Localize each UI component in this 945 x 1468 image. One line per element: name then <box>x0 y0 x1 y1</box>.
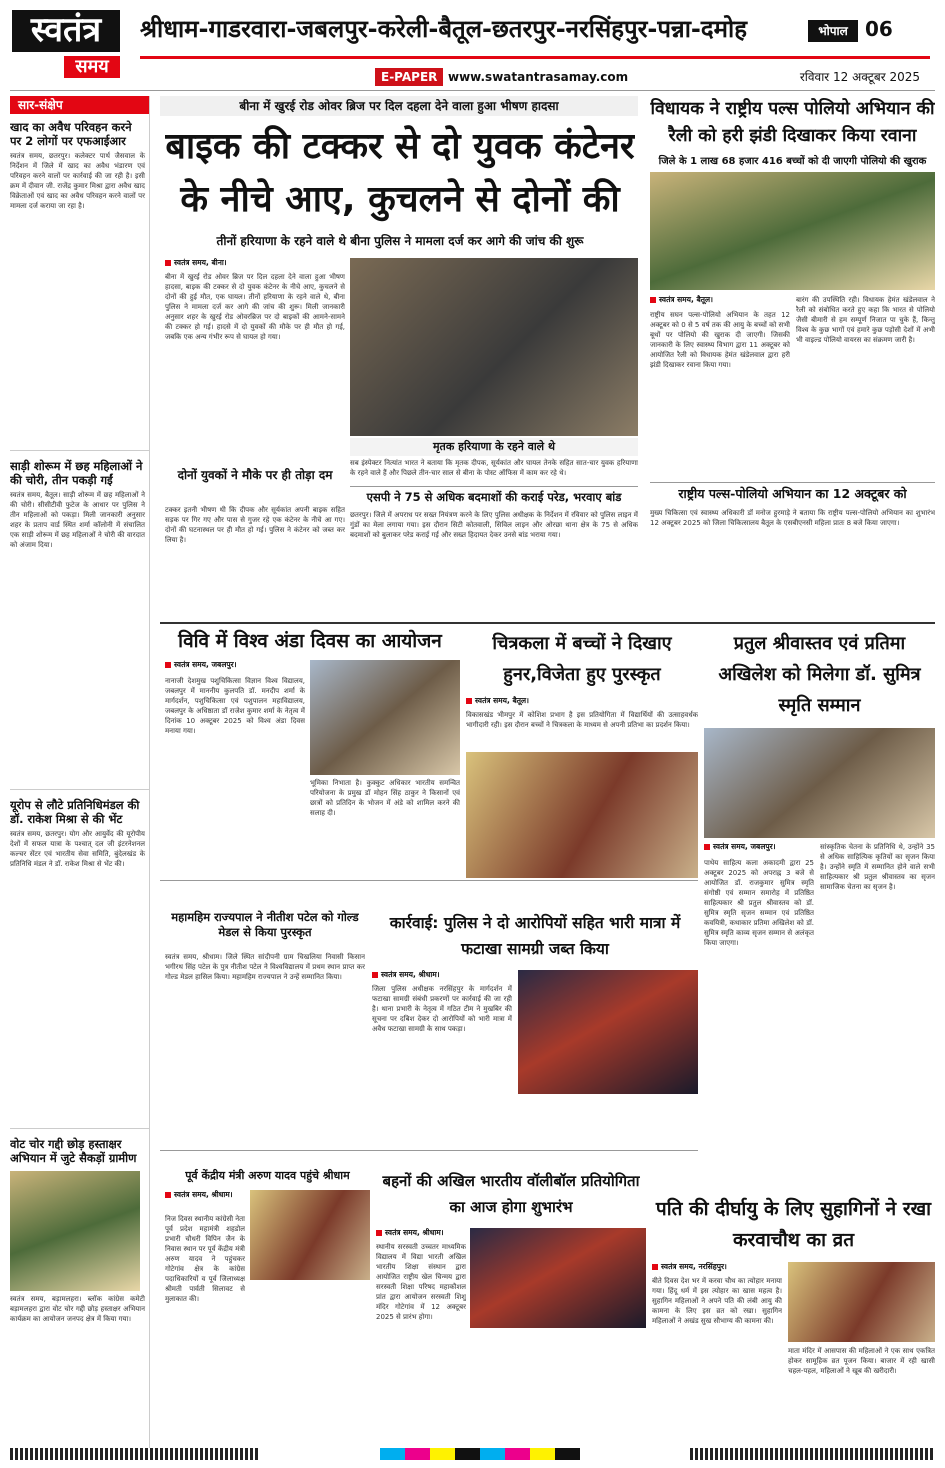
sidebar-photo <box>10 1171 140 1291</box>
sidebar-item-head: खाद का अवैध परिवहन करने पर 2 लोगों पर एफआईआर <box>10 120 132 148</box>
polio-byline-text: स्वतंत्र समय, बैतूल। <box>659 295 713 304</box>
sidebar-item-text: स्वतंत्र समय, छतरपुर। योग और आयुर्वेद की यूरोपीय देशों में सफल यात्रा के पश्चात् दल जी इंटरनेशनल कल्चर सेंटर एवं भारतीय सेवा समिति, बुंदेलखंड के प्रतिनिधि मंडल ने डॉ. राकेश मिश्रा से भेंट की। <box>10 830 145 868</box>
lead-text: बीना में खुरई रोड ओवर ब्रिज पर दिल दहला देने वाला हुआ भीषण हादसा, बाइक की टक्कर से दो युवक कंटेनर के नीचे आए, कुचलने से दोनों की हुई मौत, एक घायल। तीनों हरियाणा के रहने वाले थे, बीना पुलिस ने मामला दर्ज कर आगे की जांच की शुरू। मिली जानकारी अनुसार शहर के खुरई रोड ओवरब्रिज पर दो बाइकों की आमने-सामने की टक्कर हो गई। हादसे में दो युवकों की मौके पर ही मौत हो गई, जबकि एक अन्य गंभीर रूप से घायल हो गया। <box>165 273 345 341</box>
minister-text: निज दिवस स्थानीय कांग्रेसी नेता पूर्व प्रदेश महामंत्री शहडोल प्रभारी चौधरी विपिन जैन के निवास स्थान पर पूर्व केंद्रीय मंत्री अरुण यादव ने पहुंचकर गोटेगांव क्षेत्र के कांग्रेस पदाधिकारियों व पूर्व जिलाध्यक्ष श्रीमती पार्वती सिलावट से मुलाकात की। <box>165 1215 245 1303</box>
egg-day-headline: विवि में विश्व अंडा दिवस का आयोजन <box>178 630 442 652</box>
volleyball-photo <box>470 1228 646 1328</box>
award-text-right: सांस्कृतिक चेतना के प्रतिनिधि थे, उन्होंने 35 से अधिक साहित्यिक कृतियों का सृजन किया है। उन्होंने स्मृति में सम्मानित होने वाले सभी साहित्यकार श्री प्रतुल श्रीवास्तव का सृजन सामाजिक चेतना का सृजन है। <box>820 843 935 891</box>
karwachauth-photo <box>788 1262 935 1342</box>
egg-day-byline-text: स्वतंत्र समय, जबलपुर। <box>174 660 237 669</box>
governor-headline: महामहिम राज्यपाल ने नीतीश पटेल को गोल्ड मेडल से किया पुरस्कृत <box>171 910 359 939</box>
egg-day-text-right: भूमिका निभाता है। कुक्कुट अधिकार भारतीय समन्वित परियोजना के प्रमुख डॉ मोहन सिंह ठाकुर ने किसानों एवं छात्रों को प्रतिदिन के भोजन में अंडे को शामिल करने की सलाह दी। <box>310 779 460 817</box>
egg-day-byline <box>165 660 315 672</box>
sidebar-item-head: वोट चोर गद्दी छोड़ हस्ताक्षर अभियान में जुटे सैकड़ों ग्रामीण <box>10 1137 137 1165</box>
lead-byline-text: स्वतंत्र समय, बीना। <box>174 258 227 267</box>
masthead-rule <box>140 56 930 59</box>
byline-icon <box>466 698 472 704</box>
polio-text-right: बारंग की उपस्थिति रही। विधायक हेमंत खंडेलवाल ने रैली को संबोधित करते हुए कहा कि भारत से पोलियो जैसी बीमारी से हम सम्पूर्ण निजात पा चुके हैं, किन्तु विश्व के कुछ भागों एवं हमारे कुछ पड़ोसी देशों में अभी भी वाइल्ड पोलियो वायरस का संक्रमण जारी है। <box>796 296 935 344</box>
logo <box>12 10 120 88</box>
drawing-photo <box>466 752 698 878</box>
page-number: 06 <box>865 17 893 41</box>
drawing-text: विकासखंड भीमपुर में कोशिश प्रभाग है इस प्रतियोगिता में विद्यार्थियों की उत्साहवर्धक भागीदारी रही। इस दौरान बच्चों ने चित्रकला के माध्यम से अपनी प्रतिभा का प्रदर्शन किया। <box>466 711 698 729</box>
date-label: रविवार 12 अक्टूबर 2025 <box>799 70 920 84</box>
registration-bars-left <box>10 1448 260 1460</box>
lead-byline <box>165 258 345 270</box>
section-rule-1 <box>160 622 935 624</box>
cities-banner: श्रीधाम-गाडरवारा-जबलपुर-करेली-बैतूल-छतरपुर-नरसिंहपुर-पन्ना-दमोह <box>140 15 747 43</box>
volleyball-text: स्थानीय सरस्वती उच्चतर माध्यमिक विद्यालय में विद्या भारती अखिल भारतीय शिक्षा संस्थान द्वारा आयोजित राष्ट्रीय खेल चिन्मय द्वारा सरस्वती शिक्षा परिषद महाकौशल प्रांत द्वारा आयोजन सरस्वती शिशु मंदिर गोटेगांव में 12 अक्टूबर 2025 से प्रारंभ होगा। <box>376 1243 466 1321</box>
egg-day-photo <box>310 660 460 775</box>
governor-text: स्वतंत्र समय, श्रीधाम। जिले स्थित सांदीपनी ग्राम चिखलिया निवासी किसान भगीरथ सिंह पटेल के पुत्र नीतीश पटेल ने विश्वविद्यालय में प्रथम स्थान प्राप्त कर गोल्ड मेडल हासिल किया। महामहिम राज्यपाल ने उन्हें सम्मानित किया। <box>165 953 365 981</box>
sp-story-headline: एसपी ने 75 से अधिक बदमाशों की कराई परेड, भरवाए बांड <box>366 490 622 504</box>
sidebar-item-text: स्वतंत्र समय, बड़ामलहरा। ब्लॉक कांग्रेस कमेटी बड़ामलहरा द्वारा वोट चोर गद्दी छोड़ हस्ताक्षर अभियान कार्यक्रम का आयोजन जनपद क्षेत्र में किया गया। <box>10 1295 145 1323</box>
website-link[interactable]: www.swatantrasamay.com <box>448 70 629 84</box>
byline-icon <box>376 1230 382 1236</box>
edition-badge: भोपाल <box>808 20 858 42</box>
karwachauth-headline: पति की दीर्घायु के लिए सुहागिनों ने रखा करवाचौथ का व्रत <box>655 1198 932 1251</box>
firecracker-text: जिला पुलिस अधीक्षक नरसिंहपुर के मार्गदर्शन में फटाखा सामग्री संबंधी प्रकरणों पर कार्रवाई की जा रही है। थाना प्रभारी के नेतृत्व में गठित टीम ने मुखबिर की सूचना पर दबिश देकर दो आरोपियों को भारी मात्रा में अवैध फटाखा सामग्री के साथ पकड़ा। <box>372 985 512 1033</box>
byline-icon <box>372 972 378 978</box>
volleyball-headline: बहनों की अखिल भारतीय वॉलीबॉल प्रतियोगिता का आज होगा शुभारंभ <box>382 1172 640 1216</box>
section-rule-3 <box>160 1150 698 1151</box>
award-byline-text: स्वतंत्र समय, जबलपुर। <box>713 842 776 851</box>
volleyball-byline <box>376 1228 466 1240</box>
sidebar-item <box>10 450 149 789</box>
sp-story-text: छतरपुर। जिले में अपराध पर सख्त नियंत्रण करने के लिए पुलिस अधीक्षक के निर्देशन में रविवार को पुलिस लाइन में गुंडों का मेला लगाया गया। इस दौरान सिटी कोतवाली, सिविल लाइन और ओरछा थाना क्षेत्र के 75 से अधिक बदमाशों को बुलाकर परेड कराई गई और सख्त हिदायत देकर उनसे बांड भराया गया। <box>350 511 638 539</box>
minister-photo <box>250 1190 370 1280</box>
lead-headline: बाइक की टक्कर से दो युवक कंटेनर के नीचे आए, कुचलने से दोनों की <box>165 126 635 220</box>
sp-story-rule <box>350 486 638 487</box>
masthead-bottom-rule <box>10 90 935 91</box>
byline-icon <box>165 1192 171 1198</box>
sidebar-item-text: स्वतंत्र समय, बैतूल। साड़ी शोरूम में छह महिलाओं ने की चोरी। सीसीटीवी फुटेज के आधार पर पुलिस ने तीन महिलाओं को पकड़ा। मिली जानकारी अनुसार शहर के प्रताप वार्ड स्थित शर्मा कॉलोनी में संचालित एक साड़ी शोरूम में छह महिलाओं ने चोरी की वारदात को अंजाम दिया। <box>10 491 145 549</box>
sidebar <box>10 96 150 1456</box>
sidebar-item-head: साड़ी शोरूम में छह महिलाओं ने की चोरी, तीन पकड़ी गईं <box>10 459 143 487</box>
polio-byline <box>650 295 790 307</box>
karwachauth-text: बीते दिवस देश भर में करवा चौथ का त्योहार मनाया गया। हिंदू धर्म में इस त्योहार का खास महत्व है। सुहागिन महिलाओं ने अपने पति की लंबी आयु की कामना के लिए इस व्रत को रखा। सुहागिन महिलाओं ने अखंड सुख सौभाग्य की कामना की। <box>652 1277 782 1325</box>
firecracker-byline-text: स्वतंत्र समय, श्रीधाम। <box>381 970 440 979</box>
minister-byline-text: स्वतंत्र समय, श्रीधाम। <box>174 1190 233 1199</box>
firecracker-photo <box>518 970 698 1094</box>
byline-icon <box>704 844 710 850</box>
polio-box-headline: राष्ट्रीय पल्स-पोलियो अभियान का 12 अक्टूबर को <box>678 486 907 501</box>
registration-bars-right <box>690 1448 935 1460</box>
lead-photo-caption: मृतक हरियाणा के रहने वाले थे <box>350 438 638 456</box>
lead-subhead: तीनों हरियाणा के रहने वाले थे बीना पुलिस ने मामला दर्ज कर आगे की जांच की शुरू <box>216 234 584 248</box>
firecracker-byline <box>372 970 492 982</box>
lead-photo <box>350 258 638 436</box>
karwachauth-byline <box>652 1262 782 1274</box>
lead-text-2: टक्कर इतनी भीषण थी कि दीपक और सूर्यकांत अपनी बाइक सहित सड़क पर गिर गए और पास से गुजर रहे एक कंटेनर के नीचे आ गए। दोनों की घटनास्थल पर ही मौत हो गई। पुलिस ने कंटेनर को जब्त कर लिया है। <box>165 506 345 544</box>
firecracker-headline: कार्रवाई: पुलिस ने दो आरोपियों सहित भारी मात्रा में फटाखा सामग्री जब्त किया <box>389 914 681 958</box>
logo-top-text: स्वतंत्र <box>12 10 120 52</box>
section-rule-2 <box>160 880 698 881</box>
lead-kicker: बीना में खुरई रोड ओवर ब्रिज पर दिल दहला देने वाला हुआ भीषण हादसा <box>239 99 559 113</box>
sidebar-item-head: यूरोप से लौटे प्रतिनिधिमंडल की डॉ. राकेश मिश्रा से की भेंट <box>10 798 140 826</box>
polio-photo <box>650 172 935 290</box>
sidebar-item <box>10 1128 149 1456</box>
polio-box-text: मुख्य चिकित्सा एवं स्वास्थ्य अधिकारी डॉ मनोज हुरमाड़े ने बताया कि राष्ट्रीय पल्स-पोलियो अभियान का शुभारंभ 12 अक्टूबर 2025 को जिला चिकित्सालय बैतूल के एसबीएनसी महिला प्रातः 8 बजे किया जाएगा। <box>650 509 935 527</box>
lead-caption-text: सब इंस्पेक्टर नित्यांत भारत ने बताया कि मृतक दीपक, सूर्यकांत और घायल तेनके सहित सात-चार युवक हरियाणा के रहने वाले हैं और पिछले तीन-चार साल से बीना के पोस्ट ऑफिस में काम कर रहे थे। <box>350 459 638 477</box>
lead-kicker-bar <box>160 96 638 116</box>
polio-subhead: जिले के 1 लाख 68 हजार 416 बच्चों को दी जाएगी पोलियो की खुराक <box>658 156 927 167</box>
epaper-label: E-PAPER <box>375 68 443 86</box>
award-photo <box>704 728 935 838</box>
karwachauth-byline-text: स्वतंत्र समय, नरसिंहपुर। <box>661 1262 727 1271</box>
byline-icon <box>652 1264 658 1270</box>
karwachauth-text-right: माता मंदिर में आसपास की महिलाओं ने एक साथ एकत्रित होकर सामूहिक व्रत पूजन किया। बाजार में रही खासी चहल-पहल, महिलाओं ने खूब की खरीदारी। <box>788 1347 935 1375</box>
polio-box-rule <box>650 482 935 483</box>
drawing-byline-text: स्वतंत्र समय, बैतूल। <box>475 696 529 705</box>
award-headline: प्रतुल श्रीवास्तव एवं प्रतिमा अखिलेश को मिलेगा डॉ. सुमित्र स्मृति सम्मान <box>718 633 921 716</box>
sidebar-item <box>10 789 149 1128</box>
byline-icon <box>165 260 171 266</box>
lead-inline-head: दोनों युवकों ने मौके पर ही तोड़ा दम <box>177 468 333 482</box>
sidebar-item-text: स्वतंत्र समय, छतरपुर। कलेक्टर पार्थ जैसवाल के निर्देशन में जिले में खाद का अवैध भंडारण एवं परिवहन करने वालों पर कार्रवाई की जा रही है। इसी क्रम में दीवान जी. राजेंद्र कुमार मिश्रा द्वारा अवैध खाद विक्रेताओं एवं खाद का अवैध परिवहन करने वालों पर मामला दर्ज कराया जा रहा है। <box>10 152 145 210</box>
polio-headline: विधायक ने राष्ट्रीय पल्स पोलियो अभियान की रैली को हरी झंडी दिखाकर किया रवाना <box>650 99 935 146</box>
logo-bottom-text: समय <box>64 56 120 78</box>
sidebar-item <box>10 120 149 450</box>
minister-headline: पूर्व केंद्रीय मंत्री अरुण यादव पहुंचे श्रीधाम <box>185 1169 350 1182</box>
drawing-byline <box>466 696 586 708</box>
minister-byline <box>165 1190 245 1212</box>
sidebar-title: सार-संक्षेप <box>10 96 149 114</box>
drawing-headline: चित्रकला में बच्चों ने दिखाए हुनर,विजेता हुए पुरस्कृत <box>492 633 672 685</box>
byline-icon <box>650 297 656 303</box>
egg-day-text: नानाजी देशमुख पशुचिकित्सा विज्ञान विश्व विद्यालय, जबलपुर में माननीय कुलपति डॉ. मनदीप शर्मा के मार्गदर्शन, पशुचिकित्सा एवं पशुपालन महाविद्यालय, जबलपुर के अधिष्ठाता डॉ राजेश कुमार शर्मा के नेतृत्व में दिनांक 10 अक्टूबर 2025 को विश्व अंडा दिवस मनाया गया। <box>165 677 305 735</box>
color-registration-strip <box>380 1448 580 1460</box>
byline-icon <box>165 662 171 668</box>
volleyball-byline-text: स्वतंत्र समय, श्रीधाम। <box>385 1228 444 1237</box>
award-text: पाथेय साहित्य कला अकादमी द्वारा 25 अक्टूबर 2025 को अपराह्न 3 बजे से आयोजित डॉ. राजकुमार सुमित्र स्मृति संगोष्ठी एवं सम्मान समारोह में प्रतिष्ठित साहित्यकार श्री प्रतुल श्रीवास्तव को डॉ. सुमित्र स्मृति सृजन सम्मान एवं प्रतिष्ठित कवयित्री, कथाकार प्रतिमा अखिलेश को डॉ. सुमित्र स्मृति काव्य सृजन सम्मान से अलंकृत किया जाएगा। <box>704 859 814 947</box>
polio-text: राष्ट्रीय सघन पल्स-पोलियो अभियान के तहत 12 अक्टूबर को 0 से 5 वर्ष तक की आयु के बच्चों को सभी बूथों पर पोलियो की खुराक दी जाएगी। जिसकी जानकारी के लिए स्वास्थ्य विभाग द्वारा 11 अक्टूबर को आयोजित रैली को विधायक हेमंत खंडेलवाल द्वारा हरी झंडी दिखाकर रवाना किया गया। <box>650 311 790 369</box>
